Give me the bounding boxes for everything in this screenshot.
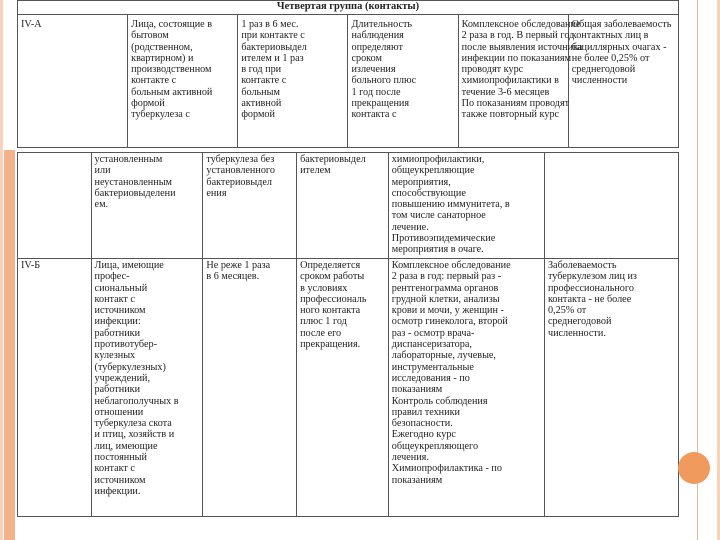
cell-text-line: плюс 1 год <box>300 316 347 328</box>
cell-text-line: Длительность <box>351 19 413 30</box>
cell-text-line: контакте с <box>131 75 177 87</box>
cell-text-line: мероприятия, <box>391 176 451 188</box>
cell-text-line: безопасности. <box>391 418 453 430</box>
exam-cell <box>388 259 544 517</box>
cell-text-line: 1 раз в 6 мес. <box>241 19 299 30</box>
cell-text-line: ителем <box>300 165 331 177</box>
cell-text-line: лечение. <box>391 221 429 233</box>
cell-text-line: 2 раза в год: первый раз - <box>391 271 502 283</box>
who-cell <box>128 15 238 148</box>
table-row-iv-b <box>18 259 679 517</box>
cell-text-line: излечения <box>351 64 396 76</box>
cell-text-line: 2 раза в год. В первый год <box>461 30 575 42</box>
cell-text-line: инструментальные <box>391 361 474 373</box>
cell-text-line: постоянный <box>94 452 147 464</box>
group-cell <box>18 259 92 517</box>
cell-text-line: в условиях <box>300 282 348 294</box>
cell-text-line: рентгенограмма органов <box>391 282 499 294</box>
cell-text-line: источником <box>94 474 146 486</box>
who-cell <box>91 153 203 259</box>
frequency-cell <box>238 15 348 148</box>
table-header-row <box>18 1 679 15</box>
cell-text-line: бактериовыделени <box>94 187 176 199</box>
cell-text-line: мероприятия в очаге. <box>391 244 484 256</box>
cell-text-line: инфекции по показаниям <box>461 52 572 64</box>
cell-text-line: прекращения <box>351 98 410 110</box>
cell-text-line: профессионального <box>547 282 634 294</box>
cell-text-line: кулезных <box>94 350 136 362</box>
cell-text-line: квартирном) и <box>131 52 194 64</box>
cell-text-line: Комплексное обследование <box>391 260 511 271</box>
cell-text-line: установленного <box>206 165 275 177</box>
cell-text-line: ного контакта <box>300 305 361 317</box>
cell-text-line: после его <box>300 327 342 339</box>
cell-text-line: ем. <box>94 199 109 211</box>
duration-cell <box>348 15 458 148</box>
cell-text-line: туберкулезом лиц из <box>547 271 637 283</box>
cell-text-line: производственном <box>131 64 212 76</box>
cell-text-line: лабораторные, лучевые, <box>391 350 496 362</box>
cell-text-line: показаниям <box>391 384 443 396</box>
cell-text-line: показаниям <box>391 474 443 486</box>
left-page-stripe <box>0 0 3 540</box>
who-cell <box>91 259 203 517</box>
cell-text-line: неблагополучных в <box>94 395 179 407</box>
cell-text-line: численности. <box>547 327 606 339</box>
cell-text-line: 1 год после <box>351 86 401 98</box>
cell-text-line: в год при <box>241 64 282 76</box>
cell-text-line: больного плюс <box>351 75 417 87</box>
criteria-cell <box>568 15 678 148</box>
cell-text-line: бациллярных очагах - <box>571 41 667 53</box>
group-label: IV-А <box>21 19 42 30</box>
duration-cell <box>297 153 389 259</box>
left-accent-bar <box>4 150 15 540</box>
criteria-cell <box>544 259 678 517</box>
cell-text-line: 0,25% от <box>547 305 587 317</box>
cell-text-line: инфекции. <box>94 485 141 497</box>
cell-text-line: формой <box>241 109 275 121</box>
decorative-circle <box>678 452 710 484</box>
cell-text-line: учреждений, <box>94 372 151 384</box>
cell-text-line: лиц, имеющие <box>94 440 158 452</box>
cell-text-line: определяют <box>351 41 403 53</box>
cell-text-line: не более 0,25% от <box>571 52 650 64</box>
cell-text-line: источником <box>94 305 146 317</box>
exam-cell <box>458 15 583 148</box>
cell-text-line: грудной клетки, анализы <box>391 293 500 305</box>
cell-text-line: раз - осмотр врача- <box>391 327 475 339</box>
cell-text-line: больным активной <box>131 86 213 98</box>
group-cell <box>18 153 92 259</box>
cell-text-line: химиопрофилактики в <box>461 75 559 87</box>
cell-text-line: больным <box>241 86 280 98</box>
cell-text-line: Химиопрофилактика - по <box>391 463 502 475</box>
cell-text-line: работники <box>94 384 141 396</box>
cell-text-line: общеукрепляющие <box>391 165 475 177</box>
cell-text-line: контакт с <box>94 463 135 475</box>
cell-text-line: установленным <box>94 154 163 165</box>
cell-text-line: правил техники <box>391 406 460 418</box>
cell-text-line: неустановленным <box>94 176 173 188</box>
cell-text-line: наблюдения <box>351 30 404 42</box>
cell-text-line: после выявления источника <box>461 41 583 53</box>
cell-text-line: Ежегодно курс <box>391 429 456 441</box>
cell-text-line: профессиональ <box>300 293 367 305</box>
cell-text-line: Противоэпидемические <box>391 233 496 245</box>
cell-text-line: численности <box>571 75 628 87</box>
group-label: IV-Б <box>21 260 41 271</box>
cell-text-line: крови и мочи, у женщин - <box>391 305 504 317</box>
cell-text-line: общеукрепляющего <box>391 440 479 452</box>
contacts-table-top <box>17 0 679 148</box>
cell-text-line: сроком работы <box>300 271 365 283</box>
cell-text-line: исследования - по <box>391 372 470 384</box>
table-row-iv-a <box>18 15 679 148</box>
table-row-iv-a-continued <box>18 153 679 259</box>
cell-text-line: (туберкулезных) <box>94 361 166 373</box>
frequency-cell <box>203 153 297 259</box>
cell-text-line: ителем и 1 раз <box>241 52 304 64</box>
cell-text-line: контакта с <box>351 109 397 121</box>
cell-text-line: Не реже 1 раза <box>206 260 271 271</box>
cell-text-line: Заболеваемость <box>547 260 617 271</box>
cell-text-line: контакта - не более <box>547 293 632 305</box>
cell-text-line: течение 3-6 месяцев <box>461 86 550 98</box>
contacts-table-bottom <box>17 152 679 517</box>
cell-text-line: Общая заболеваемость <box>571 19 672 30</box>
cell-text-line: туберкулеза с <box>131 109 190 121</box>
cell-text-line: осмотр гинеколога, второй <box>391 316 508 328</box>
cell-text-line: противотубер- <box>94 339 157 351</box>
exam-cell <box>388 153 544 259</box>
cell-text-line: бактериовыдел <box>300 154 366 165</box>
cell-text-line: лечения. <box>391 452 429 464</box>
cell-text-line: сроком <box>351 52 382 64</box>
cell-text-line: (родственном, <box>131 41 193 53</box>
cell-text-line: По показаниям проводят <box>461 98 570 110</box>
cell-text-line: Лица, имеющие <box>94 260 164 271</box>
cell-text-line: отношении <box>94 406 144 418</box>
cell-text-line: прекращения. <box>300 339 361 351</box>
cell-text-line: туберкулеза без <box>206 154 275 165</box>
cell-text-line: бытовом <box>131 30 169 42</box>
cell-text-line: Контроль соблюдения <box>391 395 488 407</box>
cell-text-line: ения <box>206 187 227 199</box>
cell-text-line: или <box>94 165 111 177</box>
cell-text-line: также повторный курс <box>461 109 560 121</box>
cell-text-line: Комплексное обследование <box>461 19 581 30</box>
cell-text-line: профес- <box>94 271 130 283</box>
cell-text-line: активной <box>241 98 282 110</box>
group-cell <box>18 15 128 148</box>
cell-text-line: Определяется <box>300 260 361 271</box>
cell-text-line: при контакте с <box>241 30 305 42</box>
cell-text-line: повышению иммунитета, в <box>391 199 510 211</box>
cell-text-line: диспансеризатора, <box>391 339 472 351</box>
duration-cell <box>297 259 389 517</box>
cell-text-line: бактериовыдел <box>241 41 307 53</box>
cell-text-line: сиональный <box>94 282 148 294</box>
cell-text-line: формой <box>131 98 165 110</box>
cell-text-line: способствующие <box>391 187 466 199</box>
cell-text-line: проводят курс <box>461 64 524 76</box>
cell-text-line: туберкулеза скота <box>94 418 172 430</box>
cell-text-line: среднегодовой <box>547 316 612 328</box>
criteria-cell <box>544 153 678 259</box>
table-title: Четвертая группа (контакты) <box>18 1 679 15</box>
cell-text-line: среднегодовой <box>571 64 636 76</box>
cell-text-line: в 6 месяцев. <box>206 271 260 283</box>
cell-text-line: и птиц, хозяйств и <box>94 429 175 441</box>
frequency-cell <box>203 259 297 517</box>
cell-text-line: том числе санаторное <box>391 210 486 222</box>
cell-text-line: контакте с <box>241 75 287 87</box>
cell-text-line: контактных лиц в <box>571 30 649 42</box>
cell-text-line: работники <box>94 327 141 339</box>
cell-text-line: контакт с <box>94 293 135 305</box>
cell-text-line: химиопрофилактики, <box>391 154 485 165</box>
cell-text-line: Лица, состоящие в <box>131 19 213 30</box>
cell-text-line: бактериовыдел <box>206 176 272 188</box>
cell-text-line: инфекции: <box>94 316 141 328</box>
